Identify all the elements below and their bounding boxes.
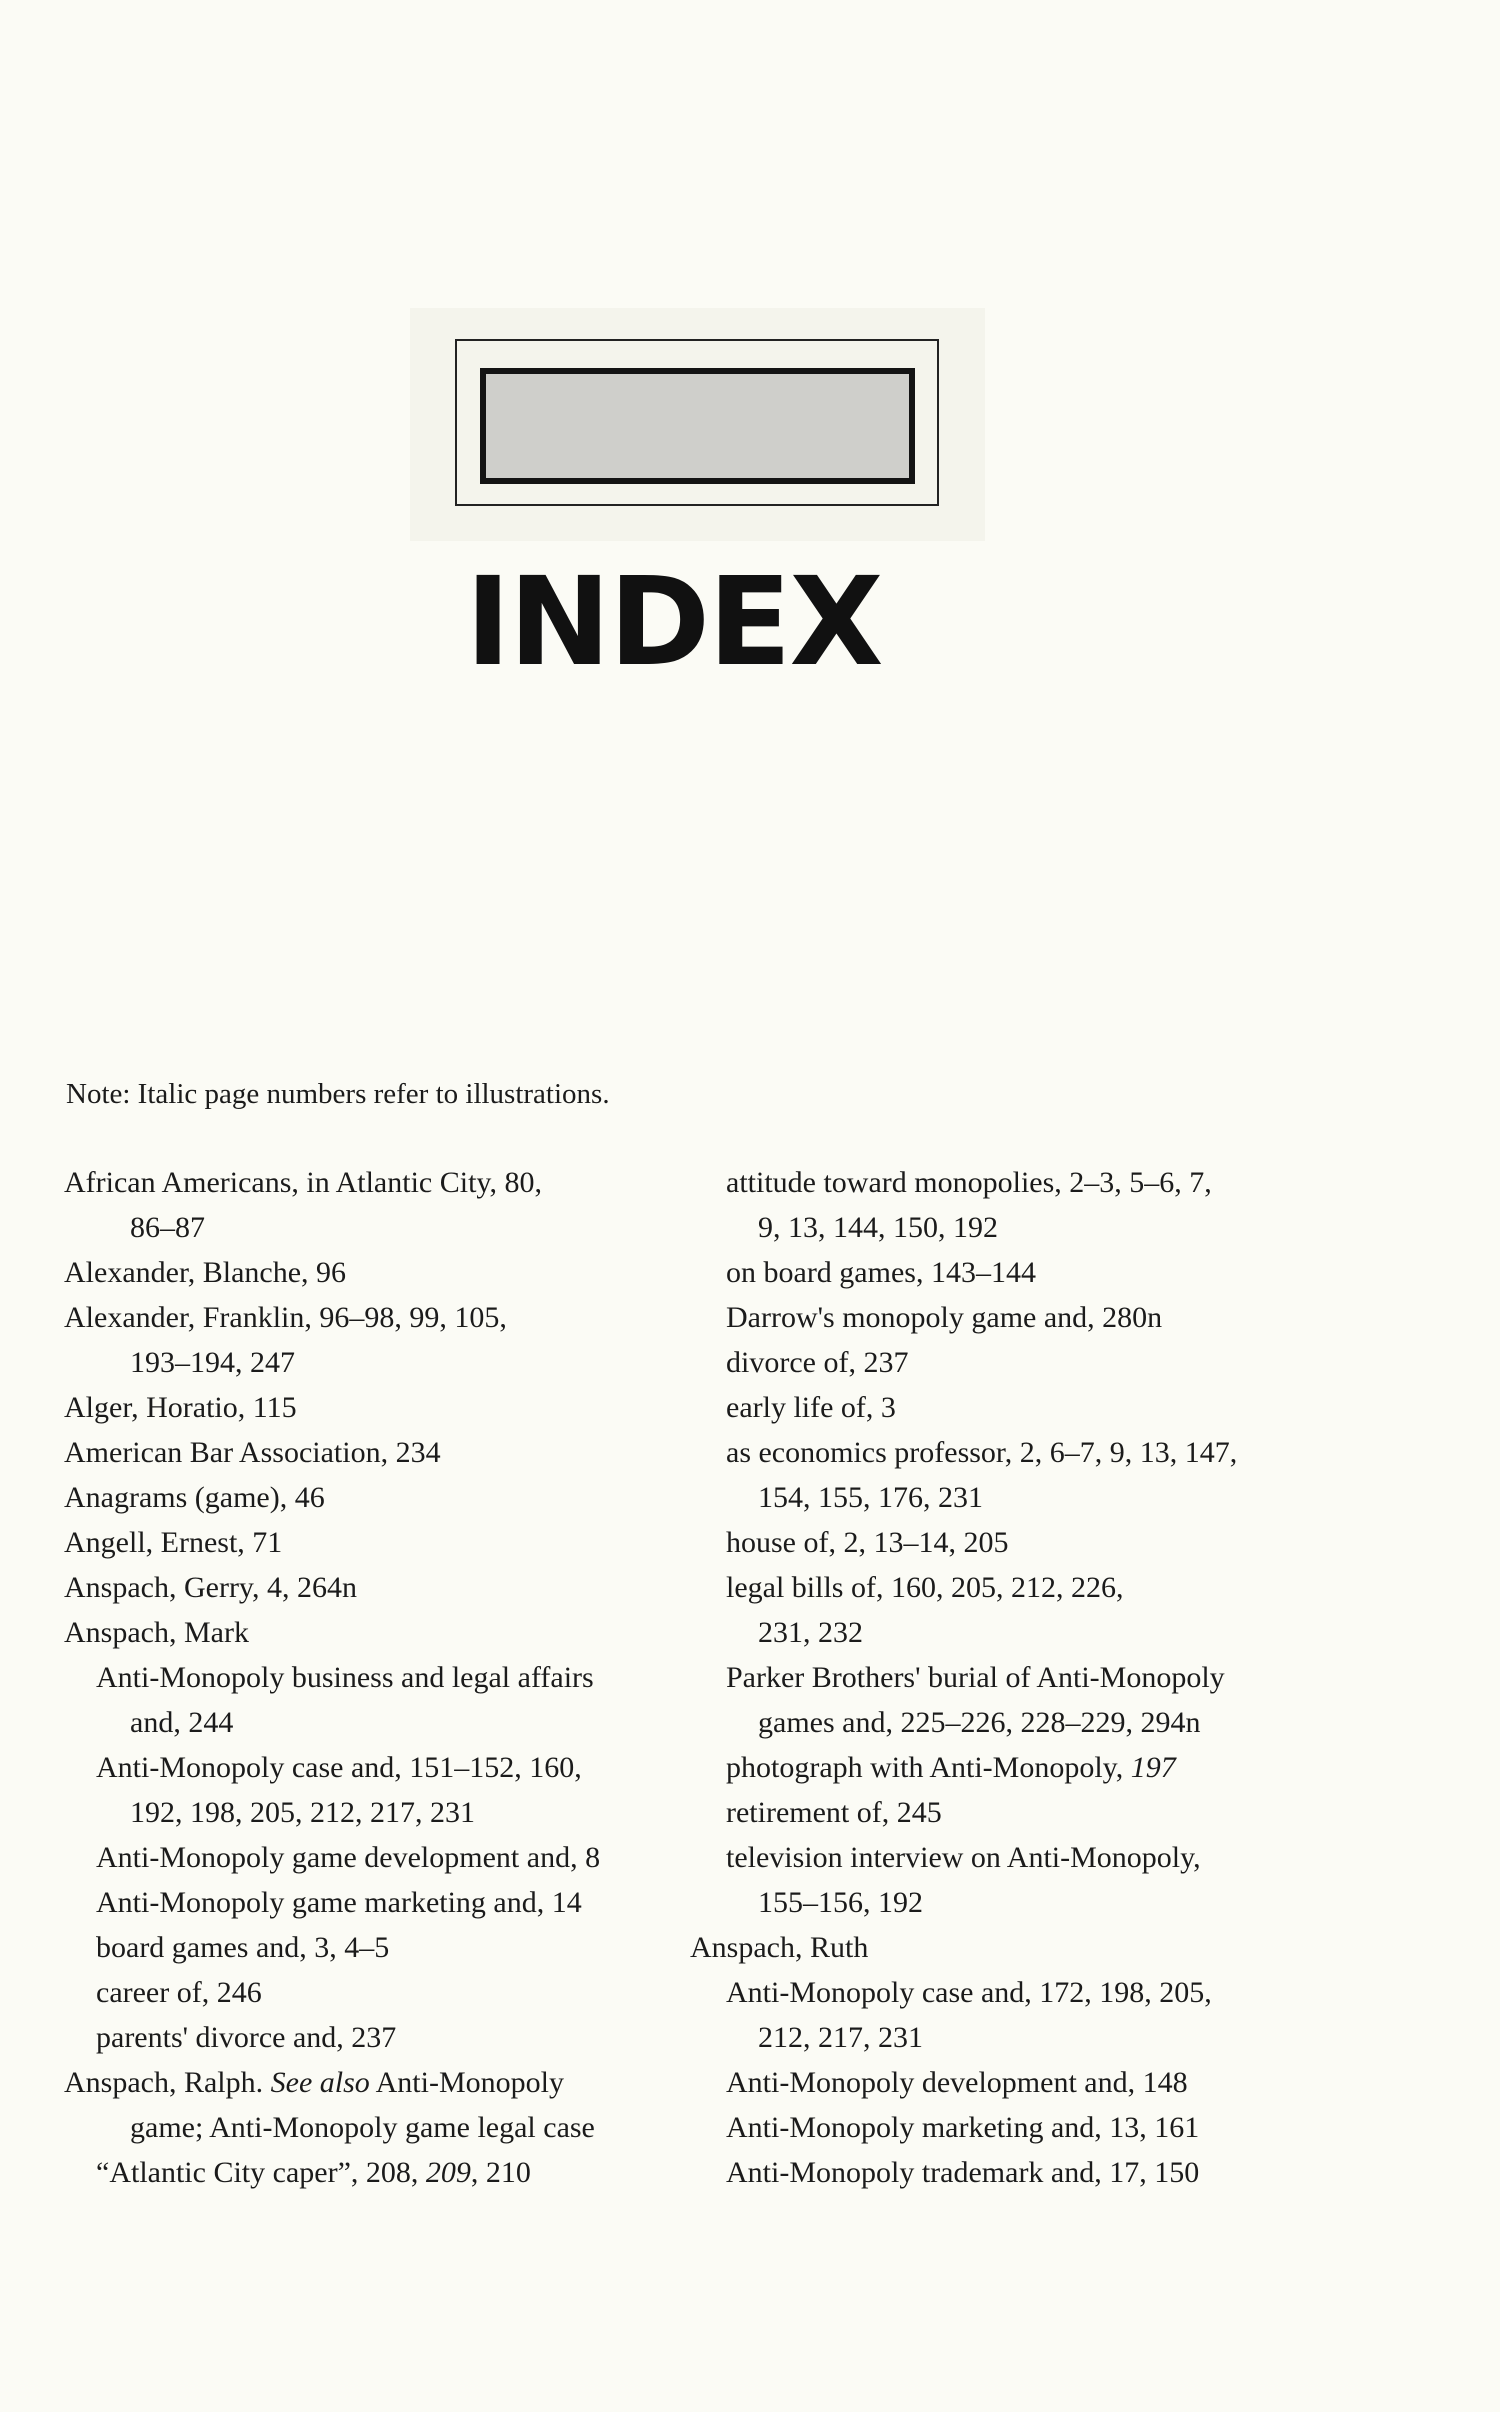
index-entry <box>64 1970 684 2015</box>
index-entry-text: legal bills of, 160, 205, 212, 226, <box>726 1571 1124 1604</box>
index-entry-text: early life of, 3 <box>726 1391 896 1424</box>
index-entry-text: Parker Brothers' burial of Anti-Monopoly <box>726 1661 1225 1694</box>
index-entry-text: Alexander, Franklin, 96–98, 99, 105, <box>64 1301 507 1334</box>
index-entry <box>64 1475 684 1520</box>
index-entry <box>64 1700 684 1745</box>
index-entry-text: and, 244 <box>130 1706 234 1739</box>
title-emblem-plate <box>480 368 915 484</box>
index-entry <box>690 1475 1290 1520</box>
index-entry-text: 193–194, 247 <box>130 1346 295 1379</box>
index-entry-text: 231, 232 <box>758 1616 863 1649</box>
index-entry-text: Anti-Monopoly trademark and, 17, 150 <box>726 2156 1200 2189</box>
see-also-target: Anti-Monopoly <box>375 2066 564 2099</box>
index-entry <box>64 1430 684 1475</box>
index-entry-text: parents' divorce and, 237 <box>96 2021 397 2054</box>
index-entry <box>690 2015 1290 2060</box>
page-numbers: , 210 <box>470 2156 531 2189</box>
index-entry <box>64 1655 684 1700</box>
index-entry <box>64 2105 684 2150</box>
index-entry-text: retirement of, 245 <box>726 1796 942 1829</box>
index-entry <box>64 1925 684 1970</box>
index-entry <box>64 2150 684 2195</box>
index-entry-text: house of, 2, 13–14, 205 <box>726 1526 1009 1559</box>
index-column-left <box>64 1160 684 2195</box>
index-entry-text: board games and, 3, 4–5 <box>96 1931 390 1964</box>
index-entry-text: 154, 155, 176, 231 <box>758 1481 983 1514</box>
index-entry <box>690 1655 1290 1700</box>
index-entry-text: Angell, Ernest, 71 <box>64 1526 283 1559</box>
index-entry-text: television interview on Anti-Monopoly, <box>726 1841 1201 1874</box>
index-entry <box>64 1565 684 1610</box>
index-entry-text: Anspach, Gerry, 4, 264n <box>64 1571 357 1604</box>
index-entry-text: Anti-Monopoly marketing and, 13, 161 <box>726 2111 1200 2144</box>
index-entry <box>690 1880 1290 1925</box>
index-column-right <box>690 1160 1290 2195</box>
index-entry-text: Anti-Monopoly game development and, 8 <box>96 1841 601 1874</box>
index-entry-text: Anspach, Ralph. <box>64 2066 264 2099</box>
index-entry-text: as economics professor, 2, 6–7, 9, 13, 147, <box>726 1436 1238 1469</box>
index-note: Note: Italic page numbers refer to illustrations. <box>66 1078 610 1110</box>
page-title: INDEX <box>465 551 882 693</box>
index-entry <box>64 1205 684 1250</box>
index-entry-text: Anspach, Ruth <box>690 1931 869 1964</box>
index-entry <box>690 1520 1290 1565</box>
index-entry <box>690 1610 1290 1655</box>
index-entry <box>690 1430 1290 1475</box>
index-entry-text: Anti-Monopoly case and, 151–152, 160, <box>96 1751 582 1784</box>
index-entry-text: “Atlantic City caper”, 208, <box>96 2156 419 2189</box>
index-entry-text: Anti-Monopoly business and legal affairs <box>96 1661 594 1694</box>
index-entry-text: on board games, 143–144 <box>726 1256 1036 1289</box>
index-entry <box>64 1790 684 1835</box>
index-entry <box>690 1160 1290 1205</box>
index-entry <box>690 1790 1290 1835</box>
index-entry <box>64 1835 684 1880</box>
index-entry <box>64 1250 684 1295</box>
index-entry <box>64 1745 684 1790</box>
index-entry <box>64 1520 684 1565</box>
index-entry <box>690 1205 1290 1250</box>
index-entry-text: 86–87 <box>130 1211 205 1244</box>
index-entry-text: divorce of, 237 <box>726 1346 909 1379</box>
index-entry-text: photograph with Anti-Monopoly, <box>726 1751 1124 1784</box>
index-entry <box>690 1295 1290 1340</box>
index-entry <box>690 1700 1290 1745</box>
index-entry <box>64 1160 684 1205</box>
index-entry <box>690 1925 1290 1970</box>
index-entry-text: Alexander, Blanche, 96 <box>64 1256 347 1289</box>
index-entry-text: 9, 13, 144, 150, 192 <box>758 1211 998 1244</box>
index-entry-text: Anagrams (game), 46 <box>64 1481 325 1514</box>
index-entry-text: Anti-Monopoly game marketing and, 14 <box>96 1886 582 1919</box>
index-entry <box>64 1340 684 1385</box>
index-entry <box>690 1970 1290 2015</box>
index-entry-text: games and, 225–226, 228–229, 294n <box>758 1706 1201 1739</box>
index-entry <box>64 1880 684 1925</box>
index-entry-text: Anti-Monopoly development and, 148 <box>726 2066 1188 2099</box>
index-entry <box>64 2060 684 2105</box>
index-entry-text: Anspach, Mark <box>64 1616 249 1649</box>
index-entry-text: Darrow's monopoly game and, 280n <box>726 1301 1163 1334</box>
index-entry <box>690 1250 1290 1295</box>
index-entry <box>64 1610 684 1655</box>
index-entry-text: African Americans, in Atlantic City, 80, <box>64 1166 542 1199</box>
index-entry <box>690 2150 1290 2195</box>
italic-page-number: 197 <box>1130 1751 1176 1784</box>
index-entry <box>690 2060 1290 2105</box>
index-entry-text: career of, 246 <box>96 1976 262 2009</box>
index-entry <box>690 2105 1290 2150</box>
see-also-label: See also <box>270 2066 370 2099</box>
index-entry-text: 155–156, 192 <box>758 1886 923 1919</box>
index-entry-text: American Bar Association, 234 <box>64 1436 441 1469</box>
index-entry <box>64 2015 684 2060</box>
index-entry-text: Anti-Monopoly case and, 172, 198, 205, <box>726 1976 1212 2009</box>
index-entry <box>690 1565 1290 1610</box>
index-entry <box>64 1295 684 1340</box>
index-entry <box>64 1385 684 1430</box>
index-entry <box>690 1745 1290 1790</box>
index-entry <box>690 1385 1290 1430</box>
index-entry-text: Alger, Horatio, 115 <box>64 1391 297 1424</box>
index-entry-text: 192, 198, 205, 212, 217, 231 <box>130 1796 475 1829</box>
italic-page-number: 209 <box>425 2156 471 2189</box>
index-entry-text: attitude toward monopolies, 2–3, 5–6, 7, <box>726 1166 1212 1199</box>
index-entry <box>690 1340 1290 1385</box>
index-entry-text: game; Anti-Monopoly game legal case <box>130 2111 595 2144</box>
index-entry-text: 212, 217, 231 <box>758 2021 923 2054</box>
index-entry <box>690 1835 1290 1880</box>
